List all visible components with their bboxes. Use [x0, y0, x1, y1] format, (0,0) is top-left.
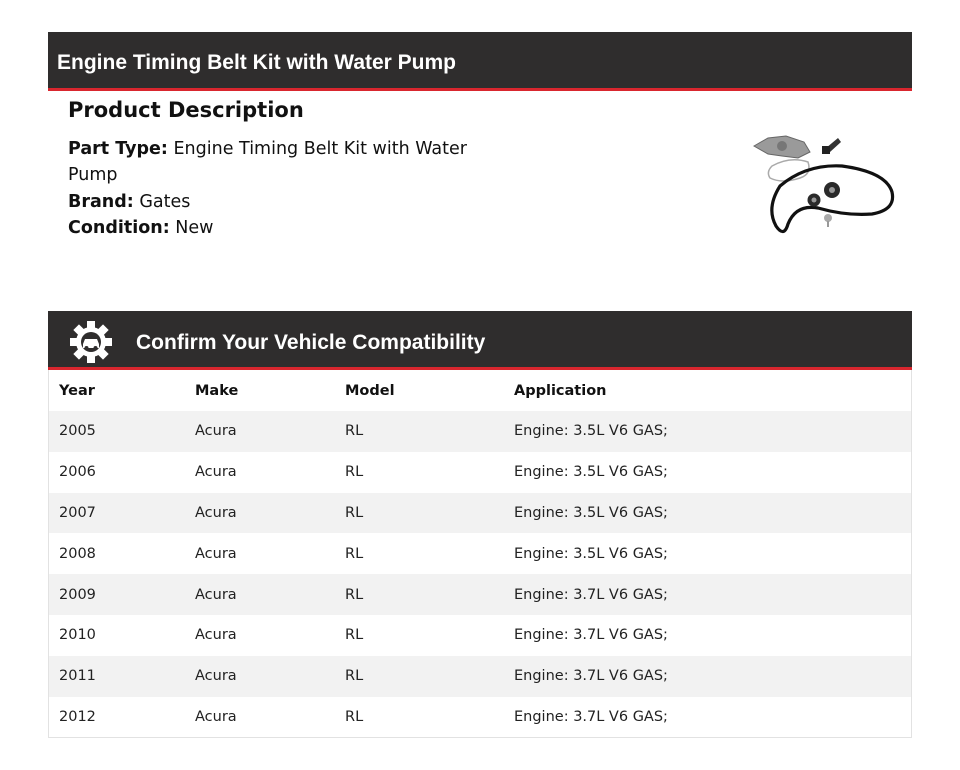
- column-header-application: Application: [514, 382, 607, 399]
- cell-year: 2007: [59, 504, 96, 521]
- cell-application: Engine: 3.5L V6 GAS;: [514, 423, 668, 440]
- column-header-make: Make: [195, 382, 239, 399]
- cell-year: 2006: [59, 464, 96, 481]
- condition-value: New: [175, 217, 214, 238]
- product-image: [746, 128, 902, 248]
- cell-year: 2009: [59, 586, 96, 603]
- condition-line: [68, 215, 468, 241]
- cell-year: 2005: [59, 423, 96, 440]
- cell-application: Engine: 3.5L V6 GAS;: [514, 545, 668, 562]
- cell-application: Engine: 3.5L V6 GAS;: [514, 504, 668, 521]
- gear-car-icon: [68, 319, 114, 365]
- cell-application: Engine: 3.7L V6 GAS;: [514, 668, 668, 685]
- column-header-model: Model: [345, 382, 395, 399]
- cell-model: RL: [345, 708, 364, 725]
- part-type-label: Part Type:: [68, 139, 168, 159]
- part-type-line: [68, 136, 468, 189]
- cell-make: Acura: [195, 708, 237, 725]
- condition-label: Condition:: [68, 217, 170, 238]
- compatibility-banner: [48, 311, 912, 370]
- part-type-value: Engine Timing Belt Kit with Water Pump: [68, 139, 467, 186]
- cell-model: RL: [345, 545, 364, 562]
- table-row: [49, 411, 911, 452]
- compatibility-title: Confirm Your Vehicle Compatibility: [136, 331, 486, 354]
- table-row: [49, 452, 911, 493]
- cell-model: RL: [345, 668, 364, 685]
- cell-make: Acura: [195, 423, 237, 440]
- cell-make: Acura: [195, 668, 237, 685]
- cell-make: Acura: [195, 504, 237, 521]
- table-row: [49, 697, 911, 738]
- product-title: Engine Timing Belt Kit with Water Pump: [57, 51, 457, 74]
- product-description: [68, 98, 468, 241]
- cell-model: RL: [345, 464, 364, 481]
- cell-application: Engine: 3.7L V6 GAS;: [514, 586, 668, 603]
- cell-model: RL: [345, 586, 364, 603]
- cell-year: 2011: [59, 668, 96, 685]
- cell-model: RL: [345, 627, 364, 644]
- cell-application: Engine: 3.7L V6 GAS;: [514, 708, 668, 725]
- table-row: [49, 615, 911, 656]
- cell-year: 2008: [59, 545, 96, 562]
- brand-line: [68, 189, 468, 215]
- cell-make: Acura: [195, 464, 237, 481]
- brand-value: Gates: [139, 191, 191, 212]
- table-row: [49, 533, 911, 574]
- table-row: [49, 574, 911, 615]
- column-header-year: Year: [59, 382, 95, 399]
- cell-make: Acura: [195, 627, 237, 644]
- cell-model: RL: [345, 423, 364, 440]
- cell-model: RL: [345, 504, 364, 521]
- table-row: [49, 656, 911, 697]
- compatibility-table: [48, 370, 912, 738]
- cell-application: Engine: 3.5L V6 GAS;: [514, 464, 668, 481]
- cell-make: Acura: [195, 586, 237, 603]
- table-row: [49, 493, 911, 534]
- cell-year: 2010: [59, 627, 96, 644]
- cell-application: Engine: 3.7L V6 GAS;: [514, 627, 668, 644]
- cell-make: Acura: [195, 545, 237, 562]
- table-header-row: [49, 370, 911, 411]
- brand-label: Brand:: [68, 191, 134, 212]
- product-title-banner: [48, 32, 912, 91]
- cell-year: 2012: [59, 708, 96, 725]
- description-heading: Product Description: [68, 98, 304, 122]
